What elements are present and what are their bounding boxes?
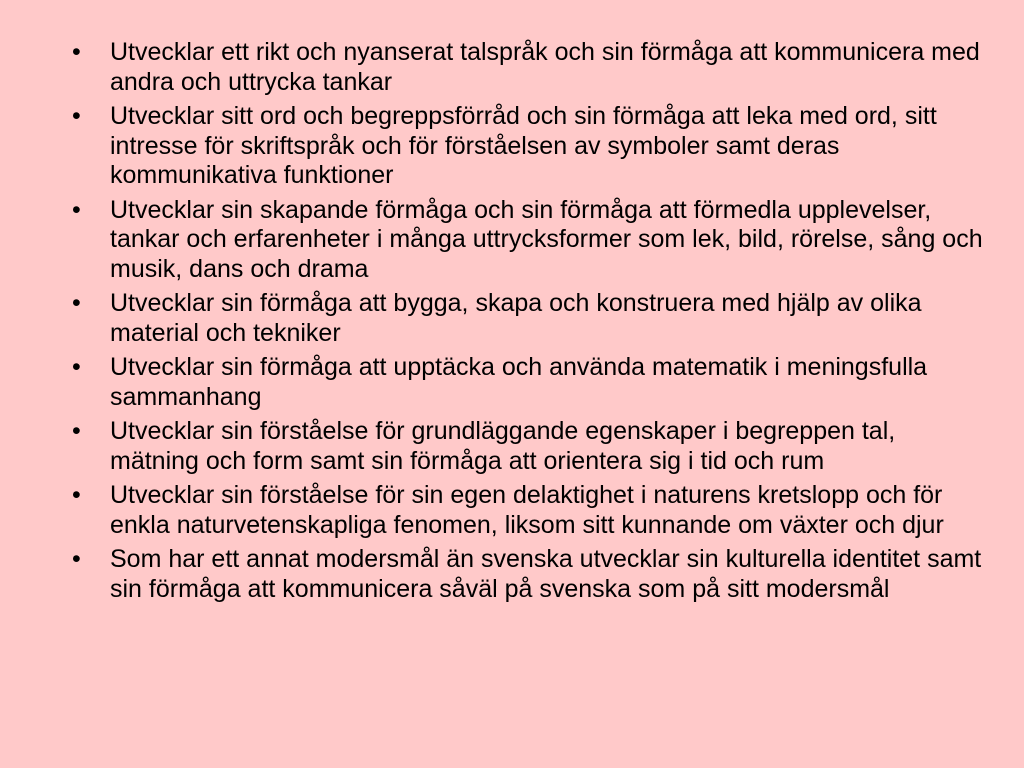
bullet-text: Utvecklar sin förståelse för grundläggande egenskaper i begreppen tal, mätning och form samt sin förmåga att orientera sig i tid och rum [110,417,896,475]
bullet-point-icon: • [72,417,81,445]
bullet-item [68,38,988,97]
bullet-text: Utvecklar sin förmåga att upptäcka och använda matematik i meningsfulla sammanhang [110,353,928,411]
bullet-item [68,102,988,191]
bullet-point-icon: • [72,481,81,509]
bullet-list [68,38,988,609]
bullet-point-icon: • [72,289,81,317]
bullet-text: Utvecklar sin förståelse för sin egen delaktighet i naturens kretslopp och för enkla naturvetenskapliga fenomen, liksom sitt kunnande om växter och djur [110,481,944,539]
bullet-point-icon: • [72,353,81,381]
bullet-point-icon: • [72,102,81,130]
bullet-point-icon: • [72,195,81,224]
bullet-point-icon: • [72,38,81,66]
bullet-item [68,353,988,412]
bullet-text: Utvecklar sin skapande förmåga och sin förmåga att förmedla upplevelser, tankar och erfarenheter i många uttrycksformer som lek, bild, rörelse, sång och musik, dans och drama [110,195,983,283]
bullet-item [68,417,988,476]
bullet-item [68,289,988,348]
bullet-item [68,481,988,540]
bullet-point-icon: • [72,545,81,573]
bullet-text: Utvecklar sitt ord och begreppsförråd och sin förmåga att leka med ord, sitt intresse för skriftspråk och för förståelsen av symboler samt deras kommunikativa funktioner [110,102,937,189]
bullet-item [68,545,988,604]
bullet-item [68,196,988,285]
bullet-text: Som har ett annat modersmål än svenska utvecklar sin kulturella identitet samt sin förmåga att kommunicera såväl på svenska som på sitt modersmål [110,545,982,603]
bullet-text: Utvecklar sin förmåga att bygga, skapa och konstruera med hjälp av olika material och tekniker [110,289,922,347]
bullet-text: Utvecklar ett rikt och nyanserat talspråk och sin förmåga att kommunicera med andra och uttrycka tankar [110,38,980,96]
